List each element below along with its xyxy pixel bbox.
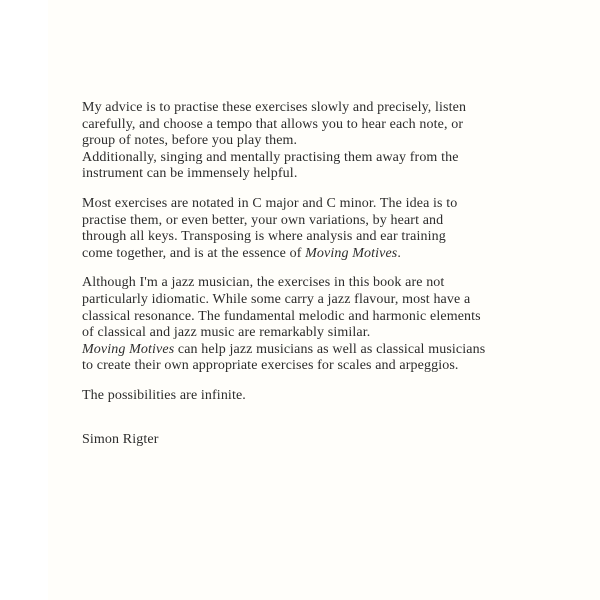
text-segment: Most exercises are notated in C major and C minor. The idea is to	[82, 195, 458, 211]
text-line	[82, 100, 562, 117]
text-segment: of classical and jazz music are remarkably similar.	[82, 325, 371, 341]
text-line	[82, 292, 562, 309]
text-segment: classical resonance. The fundamental melodic and harmonic elements	[82, 308, 481, 324]
text-segment: group of notes, before you play them.	[82, 133, 298, 149]
italic-text-segment: Moving Motives	[305, 245, 398, 261]
text-line	[82, 388, 562, 405]
text-segment: .	[397, 245, 401, 261]
text-segment: come together, and is at the essence of	[82, 245, 306, 261]
paragraph-possibilities	[82, 388, 562, 405]
text-segment: Additionally, singing and mentally practising them away from the	[82, 149, 459, 165]
text-line	[82, 133, 562, 150]
text-line	[82, 275, 562, 292]
text-line	[82, 213, 562, 230]
book-page	[48, 0, 600, 600]
text-segment: carefully, and choose a tempo that allows you to hear each note, or	[82, 116, 464, 132]
text-line	[82, 358, 562, 375]
paragraph-keys-and-transposing	[82, 196, 562, 262]
paragraph-advice	[82, 100, 562, 183]
text-segment: to create their own appropriate exercises for scales and arpeggios.	[82, 358, 459, 374]
paragraph-jazz-and-classical	[82, 275, 562, 375]
text-line	[82, 196, 562, 213]
text-segment: Although I'm a jazz musician, the exercises in this book are not	[82, 275, 445, 291]
text-line	[82, 342, 562, 359]
text-line	[82, 117, 562, 134]
text-line	[82, 166, 562, 183]
text-segment: particularly idiomatic. While some carry a jazz flavour, most have a	[82, 291, 471, 307]
page-text-block	[82, 100, 562, 448]
text-line	[82, 325, 562, 342]
text-segment: practise them, or even better, your own variations, by heart and	[82, 212, 444, 228]
italic-text-segment: Moving Motives	[82, 341, 175, 357]
text-segment: instrument can be immensely helpful.	[82, 166, 298, 182]
text-segment: Simon Rigter	[82, 431, 159, 447]
text-segment: can help jazz musicians as well as classical musicians	[174, 341, 486, 357]
text-line	[82, 432, 562, 449]
text-line	[82, 309, 562, 326]
text-segment: The possibilities are infinite.	[82, 387, 246, 403]
text-line	[82, 229, 562, 246]
text-segment: My advice is to practise these exercises slowly and precisely, listen	[82, 100, 467, 115]
text-line	[82, 246, 562, 263]
text-segment: through all keys. Transposing is where analysis and ear training	[82, 229, 446, 245]
text-line	[82, 150, 562, 167]
paragraph-signature	[82, 432, 562, 449]
